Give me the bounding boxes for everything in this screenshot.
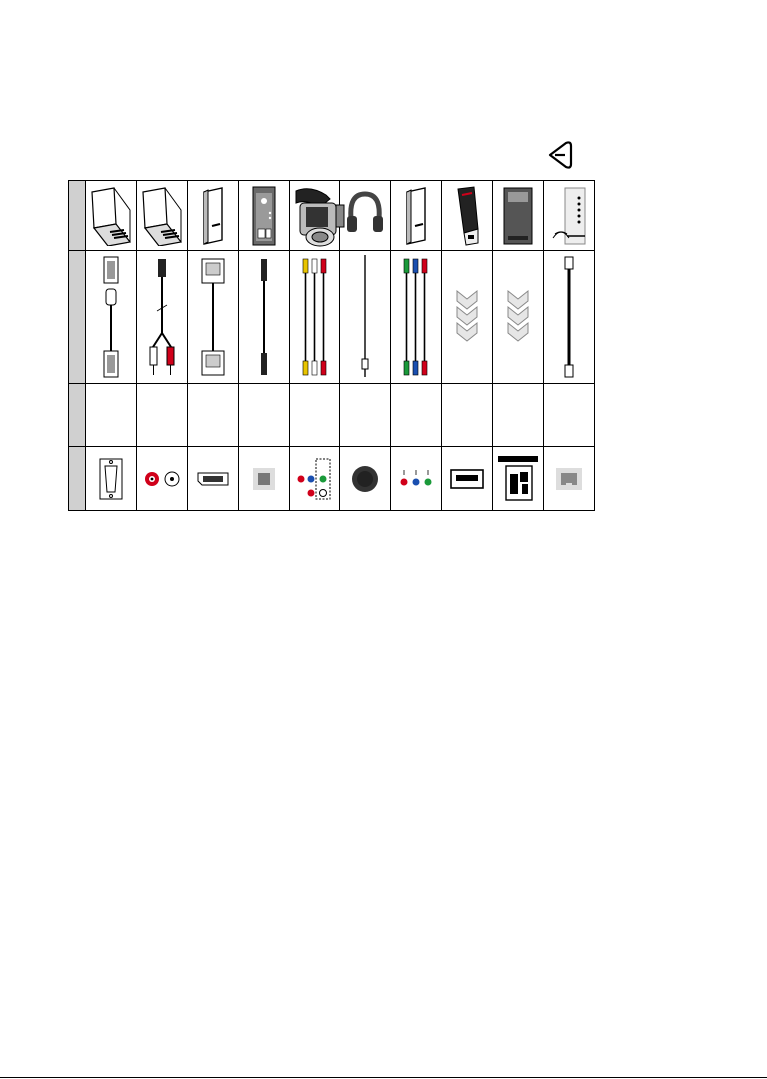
page-bottom-rule xyxy=(0,1077,767,1078)
port-cell xyxy=(493,447,544,511)
scart-cable-icon xyxy=(198,255,228,379)
spdif-port-icon xyxy=(251,466,277,492)
row-band xyxy=(69,181,86,251)
headphones-icon xyxy=(343,190,387,242)
cable-cell xyxy=(289,251,340,384)
port-cell xyxy=(442,447,493,511)
dvd-player-icon xyxy=(200,186,226,246)
cable-cell xyxy=(493,251,544,384)
row-band xyxy=(69,447,86,511)
row-band xyxy=(69,384,86,447)
device-cell xyxy=(136,181,187,251)
usb-port-icon xyxy=(449,468,485,490)
dvd-player-icon xyxy=(403,186,429,246)
ci-slot-icon xyxy=(496,454,540,504)
cable-cell xyxy=(187,251,238,384)
empty-cell xyxy=(544,384,595,447)
devices-row xyxy=(69,181,595,251)
cables-row xyxy=(69,251,595,384)
av-rca-cable-icon xyxy=(298,255,332,379)
component-ypbpr-cable-icon xyxy=(399,255,433,379)
port-cell xyxy=(289,447,340,511)
audio-system-icon xyxy=(250,185,278,247)
ethernet-cable-icon xyxy=(562,255,576,379)
laptop-icon xyxy=(86,186,136,246)
cable-cell xyxy=(391,251,442,384)
insert-arrows-icon xyxy=(455,289,479,345)
headphone-port-icon xyxy=(350,464,380,494)
vga-port-icon xyxy=(98,457,124,501)
ports-row xyxy=(69,447,595,511)
scart-port-icon xyxy=(196,471,230,487)
router-icon xyxy=(551,186,587,246)
device-cell xyxy=(86,181,137,251)
empty-cell xyxy=(493,384,544,447)
empty-cell xyxy=(187,384,238,447)
port-cell xyxy=(136,447,187,511)
optical-cable-icon xyxy=(256,255,272,379)
ypbpr-ports-icon xyxy=(396,468,436,490)
vga-cable-icon xyxy=(99,255,123,379)
cable-cell xyxy=(238,251,289,384)
device-cell xyxy=(238,181,289,251)
empty-cell xyxy=(238,384,289,447)
laptop-icon xyxy=(137,186,187,246)
headphone-jack-cable-icon xyxy=(359,255,371,379)
back-arrow-icon xyxy=(546,141,574,169)
port-cell xyxy=(544,447,595,511)
device-cell xyxy=(391,181,442,251)
insert-arrows-icon xyxy=(506,289,530,345)
ci-module-icon xyxy=(502,186,534,246)
usb-stick-icon xyxy=(452,185,482,247)
cable-cell xyxy=(442,251,493,384)
ethernet-port-icon xyxy=(554,466,584,492)
empty-cell xyxy=(442,384,493,447)
port-cell xyxy=(391,447,442,511)
port-cell xyxy=(238,447,289,511)
empty-cell xyxy=(136,384,187,447)
audio-in-port-icon xyxy=(140,469,184,489)
empty-row xyxy=(69,384,595,447)
cable-cell xyxy=(544,251,595,384)
device-cell xyxy=(289,181,340,251)
empty-cell xyxy=(391,384,442,447)
empty-cell xyxy=(86,384,137,447)
av-ports-icon xyxy=(293,457,337,501)
empty-cell xyxy=(340,384,391,447)
device-cell xyxy=(493,181,544,251)
connection-table xyxy=(68,180,595,511)
device-cell xyxy=(442,181,493,251)
device-cell xyxy=(544,181,595,251)
cable-cell xyxy=(136,251,187,384)
camcorder-icon xyxy=(290,185,348,247)
cable-cell xyxy=(86,251,137,384)
device-cell xyxy=(187,181,238,251)
port-cell xyxy=(187,447,238,511)
port-cell xyxy=(340,447,391,511)
device-cell xyxy=(340,181,391,251)
empty-cell xyxy=(289,384,340,447)
cable-cell xyxy=(340,251,391,384)
port-cell xyxy=(86,447,137,511)
row-band xyxy=(69,251,86,384)
audio-rca-cable-icon xyxy=(147,255,177,379)
